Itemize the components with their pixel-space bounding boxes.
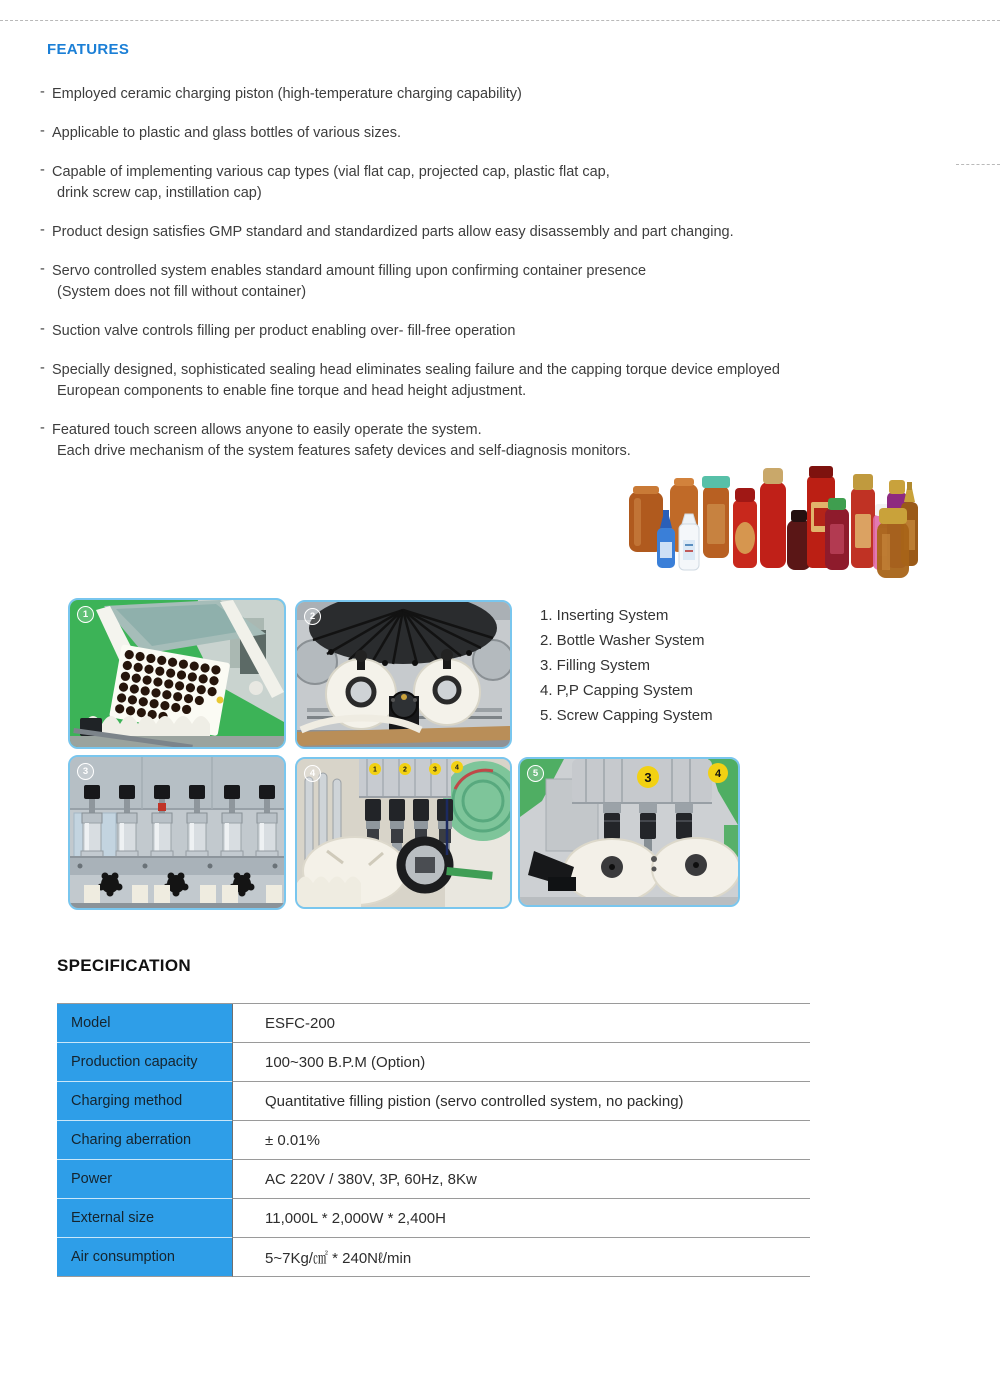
system-item: 3. Filling System bbox=[540, 657, 651, 674]
spec-value: ± 0.01% bbox=[232, 1121, 810, 1160]
specification-title: SPECIFICATION bbox=[57, 956, 191, 975]
feature-item bbox=[40, 162, 950, 204]
photo-screw-capping-system bbox=[518, 757, 740, 907]
screw-capping-illustration bbox=[520, 759, 738, 905]
inserting-system-illustration bbox=[70, 600, 284, 747]
spec-row bbox=[57, 1238, 810, 1277]
spec-value: AC 220V / 380V, 3P, 60Hz, 8Kw bbox=[232, 1160, 810, 1199]
spec-row bbox=[57, 1121, 810, 1160]
photo-number-badge: 3 bbox=[77, 763, 94, 780]
feature-item bbox=[40, 84, 950, 105]
spec-row bbox=[57, 1004, 810, 1043]
spec-label: Production capacity bbox=[57, 1043, 232, 1082]
photo-number-badge: 2 bbox=[304, 608, 321, 625]
feature-line: Servo controlled system enables standard amount filling upon confirming container presence bbox=[52, 263, 647, 279]
red-thermos-bottle bbox=[760, 468, 786, 568]
system-item: 1. Inserting System bbox=[540, 607, 669, 624]
features-title: FEATURES bbox=[47, 41, 130, 58]
spec-label: Charing aberration bbox=[57, 1121, 232, 1160]
system-item: 2. Bottle Washer System bbox=[540, 632, 705, 649]
bullet-dash: - bbox=[40, 162, 45, 178]
feature-item bbox=[40, 321, 950, 342]
feature-line: Applicable to plastic and glass bottles of various sizes. bbox=[52, 125, 401, 141]
pp-capping-illustration bbox=[297, 759, 510, 907]
maroon-bottle-green-cap bbox=[825, 498, 849, 570]
feature-line: Employed ceramic charging piston (high-temperature charging capability) bbox=[52, 86, 522, 102]
spec-value: 11,000L * 2,000W * 2,400H bbox=[232, 1199, 810, 1238]
yellow-sticker: 3 bbox=[644, 770, 652, 785]
bullet-dash: - bbox=[40, 222, 45, 238]
photo-pp-capping-system bbox=[295, 757, 512, 909]
yellow-sticker: 4 bbox=[714, 768, 722, 780]
yellow-sticker: 3 bbox=[433, 766, 437, 774]
system-item: 4. P,P Capping System bbox=[540, 682, 693, 699]
system-item: 5. Screw Capping System bbox=[540, 707, 713, 724]
feature-line: Each drive mechanism of the system features safety devices and self-diagnosis monitors. bbox=[57, 443, 631, 459]
spec-row bbox=[57, 1043, 810, 1082]
spec-value: 100~300 B.P.M (Option) bbox=[232, 1043, 810, 1082]
yellow-sticker: 2 bbox=[403, 766, 407, 774]
bottles-illustration bbox=[615, 458, 920, 580]
spec-label: Power bbox=[57, 1160, 232, 1199]
yellow-sticker: 1 bbox=[373, 766, 377, 774]
spec-row bbox=[57, 1160, 810, 1199]
bullet-dash: - bbox=[40, 321, 45, 337]
photo-number-badge: 5 bbox=[527, 765, 544, 782]
systems-list bbox=[540, 603, 713, 728]
bottle-group-image bbox=[615, 458, 920, 580]
bullet-dash: - bbox=[40, 84, 45, 100]
feature-line: European components to enable fine torque and head height adjustment. bbox=[57, 383, 527, 399]
photo-number-badge: 1 bbox=[77, 606, 94, 623]
white-dropper-bottle bbox=[679, 514, 699, 570]
filling-system-illustration bbox=[70, 757, 284, 908]
spec-value: ESFC-200 bbox=[232, 1004, 810, 1043]
feature-item bbox=[40, 360, 950, 402]
spec-value: 5~7Kg/㎠ * 240Nℓ/min bbox=[232, 1238, 810, 1277]
bullet-dash: - bbox=[40, 420, 45, 436]
feature-item bbox=[40, 222, 950, 243]
photo-bottle-washer-system bbox=[295, 600, 512, 749]
feature-item bbox=[40, 123, 950, 144]
photo-inserting-system bbox=[68, 598, 286, 749]
spec-label: Air consumption bbox=[57, 1238, 232, 1277]
feature-item bbox=[40, 261, 950, 303]
spec-value: Quantitative filling pistion (servo controlled system, no packing) bbox=[232, 1082, 810, 1121]
amber-vial-green-cap bbox=[702, 476, 730, 558]
spec-row bbox=[57, 1199, 810, 1238]
crop-mark-right bbox=[956, 164, 1000, 165]
feature-line: Suction valve controls filling per product enabling over- fill-free operation bbox=[52, 323, 516, 339]
specification-table bbox=[57, 1003, 810, 1277]
crop-mark-top bbox=[0, 20, 1000, 21]
feature-line: Capable of implementing various cap types (vial flat cap, projected cap, plastic flat cap, bbox=[52, 164, 610, 180]
red-gold-cap-bottle bbox=[851, 474, 875, 568]
feature-line: (System does not fill without container) bbox=[57, 284, 307, 300]
feature-line: Featured touch screen allows anyone to easily operate the system. bbox=[52, 422, 482, 438]
bullet-dash: - bbox=[40, 261, 45, 277]
bullet-dash: - bbox=[40, 360, 45, 376]
feature-item bbox=[40, 420, 950, 462]
features-list bbox=[40, 84, 950, 480]
spec-label: Charging method bbox=[57, 1082, 232, 1121]
yellow-sticker: 4 bbox=[455, 764, 459, 772]
red-bottle bbox=[733, 488, 757, 568]
amber-jar-gold-cap bbox=[877, 508, 909, 578]
feature-line: Specially designed, sophisticated sealing head eliminates sealing failure and the capping torque device employed bbox=[52, 362, 780, 378]
feature-line: Product design satisfies GMP standard and standardized parts allow easy disassembly and part changing. bbox=[52, 224, 734, 240]
spec-row bbox=[57, 1082, 810, 1121]
spec-label: Model bbox=[57, 1004, 232, 1043]
photo-filling-system bbox=[68, 755, 286, 910]
feature-line: drink screw cap, instillation cap) bbox=[57, 185, 262, 201]
bullet-dash: - bbox=[40, 123, 45, 139]
photo-number-badge: 4 bbox=[304, 765, 321, 782]
bottle-washer-illustration bbox=[297, 602, 510, 747]
spec-label: External size bbox=[57, 1199, 232, 1238]
